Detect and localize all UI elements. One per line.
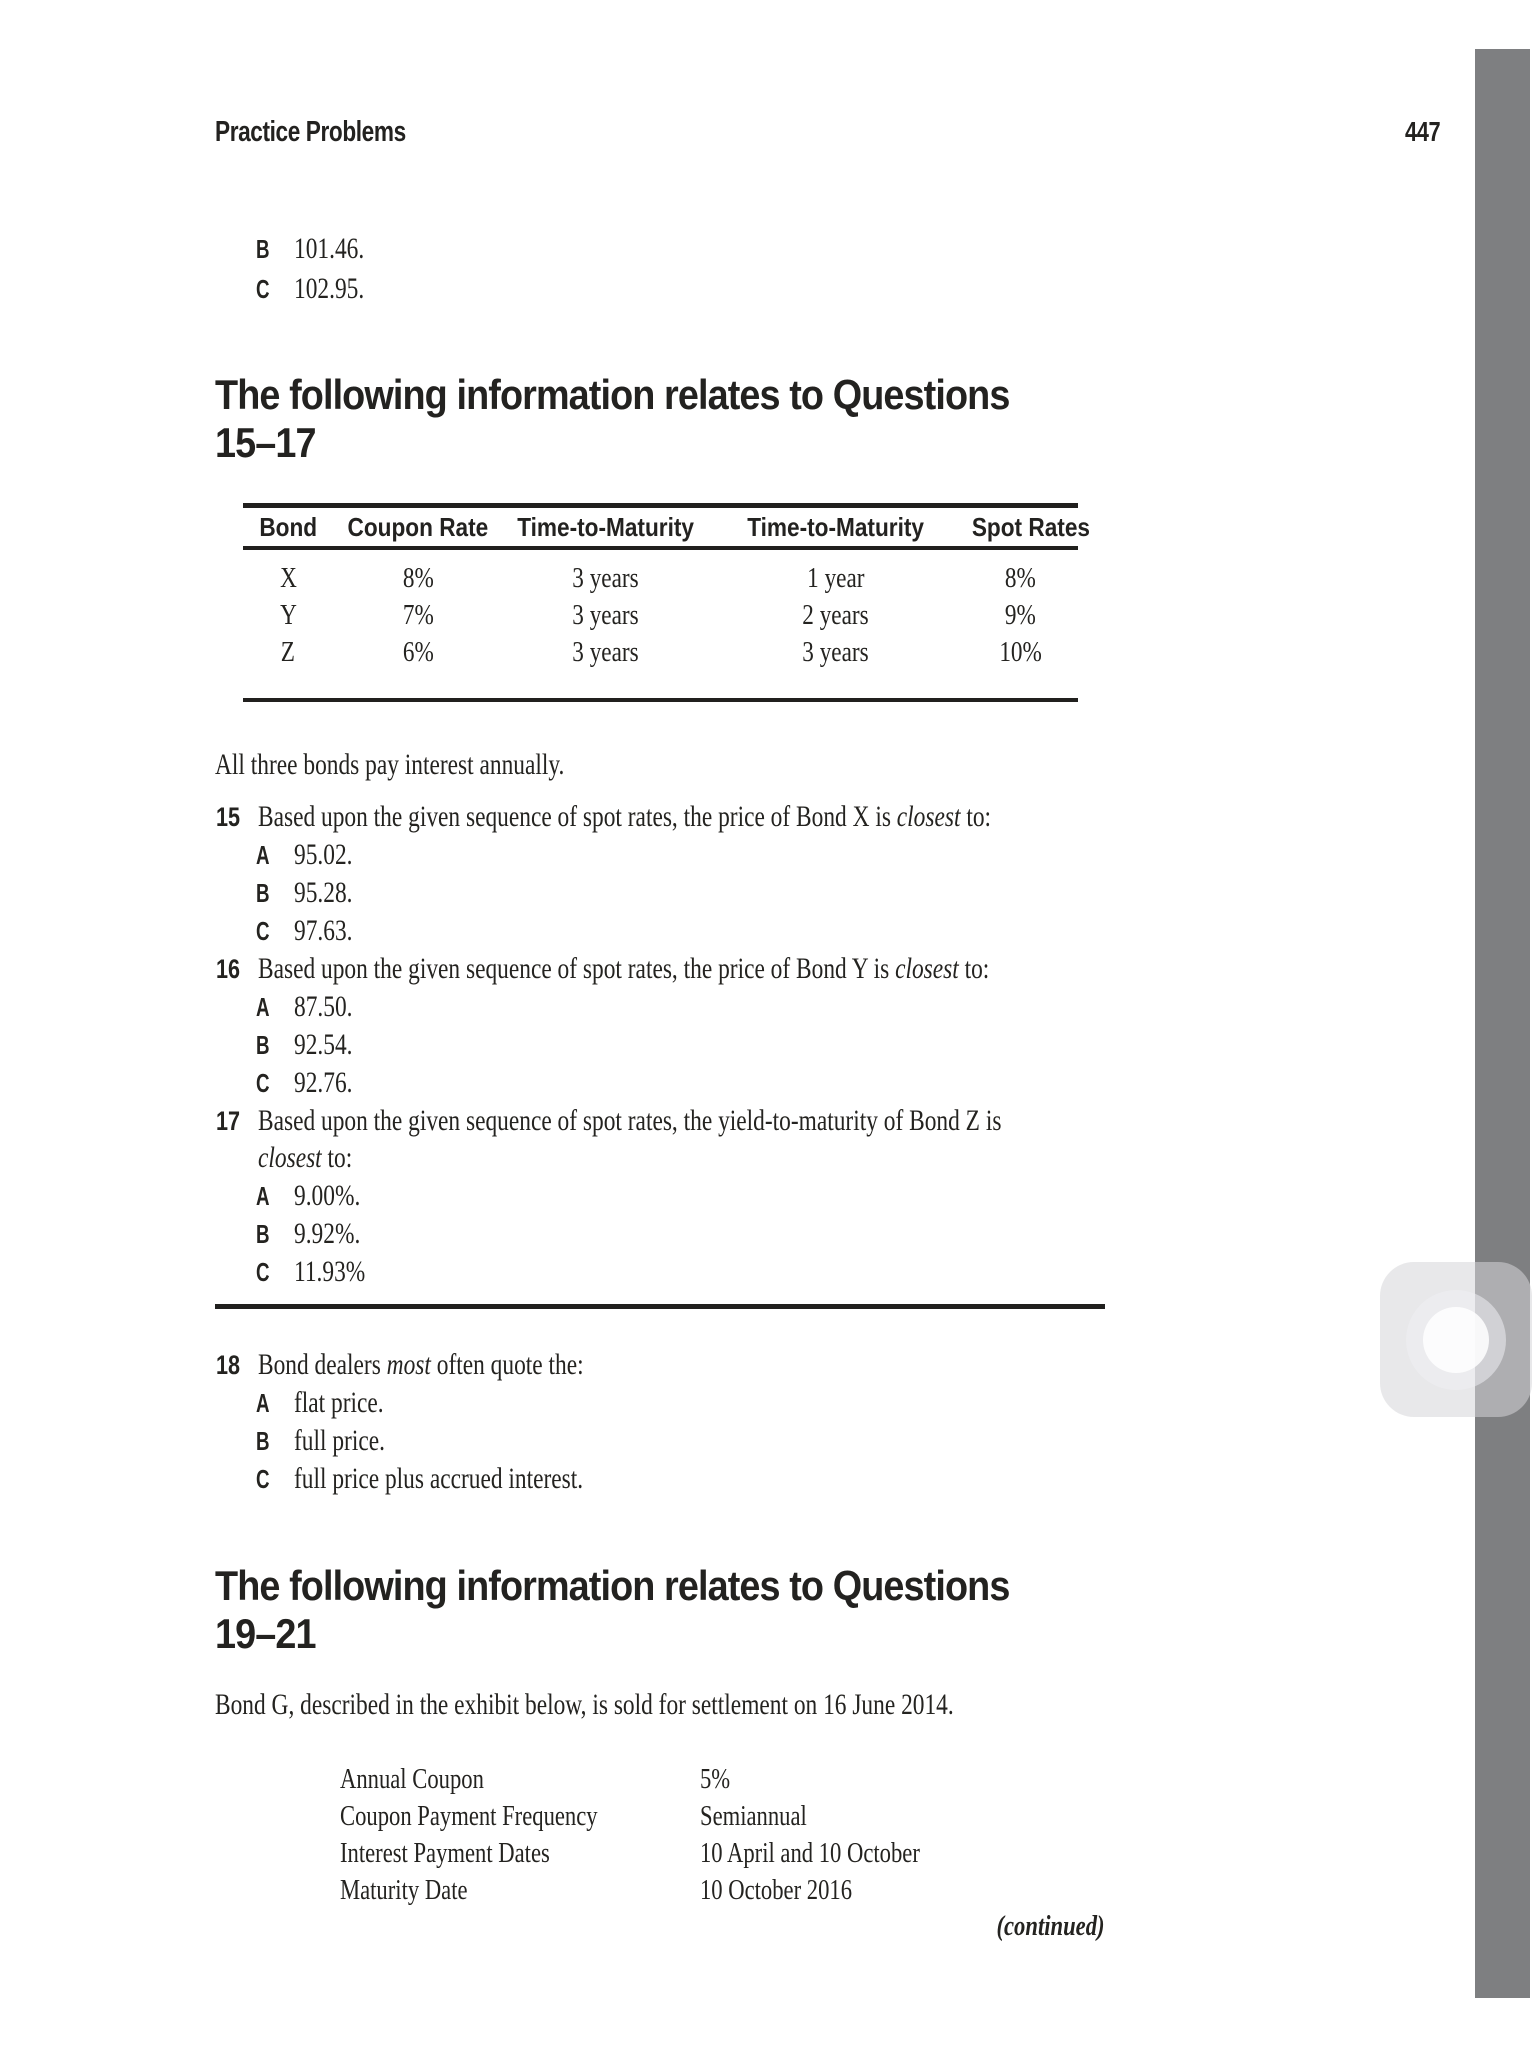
question-17-line2: closest to: xyxy=(258,1141,353,1174)
table-body xyxy=(243,550,1078,702)
prior-option-b xyxy=(256,232,384,266)
section-heading-15-17 xyxy=(215,371,1098,467)
col-header-time-to-maturity: Time-to-Maturity xyxy=(517,511,694,542)
question-number: 16 xyxy=(216,954,241,984)
option-text: 95.02. xyxy=(294,838,353,871)
option-letter: A xyxy=(256,1181,270,1211)
option-letter: C xyxy=(256,1068,270,1098)
option-text: full price. xyxy=(294,1424,385,1457)
option-text: 101.46. xyxy=(294,232,365,265)
col-header-coupon-rate: Coupon Rate xyxy=(347,511,489,542)
option-text: 11.93% xyxy=(294,1255,366,1288)
option-letter: B xyxy=(256,1030,270,1060)
question-number: 18 xyxy=(216,1350,241,1380)
exhibit-value: 10 October 2016 xyxy=(700,1874,853,1906)
table-row: Z 6% 3 years 3 years 10% xyxy=(280,636,1042,668)
option-text: 9.92%. xyxy=(294,1217,361,1250)
option-letter: C xyxy=(256,1257,270,1287)
option-letter: B xyxy=(256,234,270,264)
exhibit-value: 5% xyxy=(700,1763,731,1795)
option-letter: C xyxy=(256,274,270,304)
table-header-row xyxy=(243,508,1090,550)
question-16: 16 Based upon the given sequence of spot rates, the price of Bond Y is closest to: xyxy=(216,952,990,985)
question-18: 18 Bond dealers most often quote the: xyxy=(216,1348,584,1381)
option-letter: C xyxy=(256,1464,270,1494)
exhibit-label: Interest Payment Dates xyxy=(340,1837,550,1869)
question-17-option-b xyxy=(256,1217,379,1251)
section-19-21-intro: Bond G, described in the exhibit below, is sold for settlement on 16 June 2014. xyxy=(215,1688,954,1721)
page-number: 447 xyxy=(1404,116,1440,147)
question-15-option-c xyxy=(256,914,369,948)
running-head-text: Practice Problems xyxy=(215,116,406,148)
question-16-option-a xyxy=(256,990,369,1024)
option-text: full price plus accrued interest. xyxy=(294,1462,584,1495)
option-text: 9.00%. xyxy=(294,1179,361,1212)
running-head xyxy=(215,116,460,149)
continued-note: (continued) xyxy=(996,1910,1105,1942)
section-heading-line1: The following information relates to Questions xyxy=(215,371,1010,418)
option-text: 87.50. xyxy=(294,990,353,1023)
question-17-option-c xyxy=(256,1255,385,1289)
col-header-time-to-maturity-2: Time-to-Maturity xyxy=(747,511,924,542)
exhibit-label: Maturity Date xyxy=(340,1874,468,1906)
section-heading-line1: The following information relates to Questions xyxy=(215,1562,1010,1609)
prior-option-c xyxy=(256,272,384,306)
table-row: Y 7% 3 years 2 years 9% xyxy=(279,599,1036,631)
app-background-strip xyxy=(1475,49,1530,1998)
exhibit-label: Annual Coupon xyxy=(340,1763,484,1795)
section-heading-line2: 19–21 xyxy=(215,1610,316,1657)
exhibit-value: 10 April and 10 October xyxy=(700,1837,920,1869)
exhibit-label: Coupon Payment Frequency xyxy=(340,1800,598,1832)
assistive-touch-button[interactable] xyxy=(1380,1262,1532,1417)
question-17: 17 Based upon the given sequence of spot rates, the yield-to-maturity of Bond Z is xyxy=(216,1104,1002,1137)
section-heading-19-21 xyxy=(215,1562,1098,1658)
option-letter: A xyxy=(256,992,270,1022)
option-letter: C xyxy=(256,916,270,946)
col-header-spot-rates: Spot Rates xyxy=(971,511,1090,542)
section-divider-rule xyxy=(215,1304,1105,1309)
bond-spot-rate-table xyxy=(243,503,1090,702)
option-text: 102.95. xyxy=(294,272,365,305)
question-16-option-c xyxy=(256,1066,369,1100)
question-number: 15 xyxy=(216,802,241,832)
table-note: All three bonds pay interest annually. xyxy=(215,748,565,781)
option-text: 95.28. xyxy=(294,876,353,909)
option-text: flat price. xyxy=(294,1386,384,1419)
option-text: 97.63. xyxy=(294,914,353,947)
section-heading-line2: 15–17 xyxy=(215,419,316,466)
question-number: 17 xyxy=(216,1106,241,1136)
option-letter: A xyxy=(256,1388,270,1418)
option-letter: B xyxy=(256,1426,270,1456)
assistive-touch-core xyxy=(1423,1307,1489,1373)
question-16-option-b xyxy=(256,1028,369,1062)
question-15-option-a xyxy=(256,838,369,872)
option-letter: B xyxy=(256,878,270,908)
question-18-option-b xyxy=(256,1424,411,1458)
question-18-option-c xyxy=(256,1462,665,1496)
option-letter: A xyxy=(256,840,270,870)
option-text: 92.76. xyxy=(294,1066,353,1099)
option-text: 92.54. xyxy=(294,1028,353,1061)
table-row: X 8% 3 years 1 year 8% xyxy=(279,562,1036,594)
question-15: 15 Based upon the given sequence of spot rates, the price of Bond X is closest to: xyxy=(216,800,992,833)
option-letter: B xyxy=(256,1219,270,1249)
exhibit-value: Semiannual xyxy=(700,1800,807,1832)
question-17-option-a xyxy=(256,1179,379,1213)
question-15-option-b xyxy=(256,876,369,910)
question-18-option-a xyxy=(256,1386,409,1420)
col-header-bond: Bond xyxy=(259,511,317,542)
